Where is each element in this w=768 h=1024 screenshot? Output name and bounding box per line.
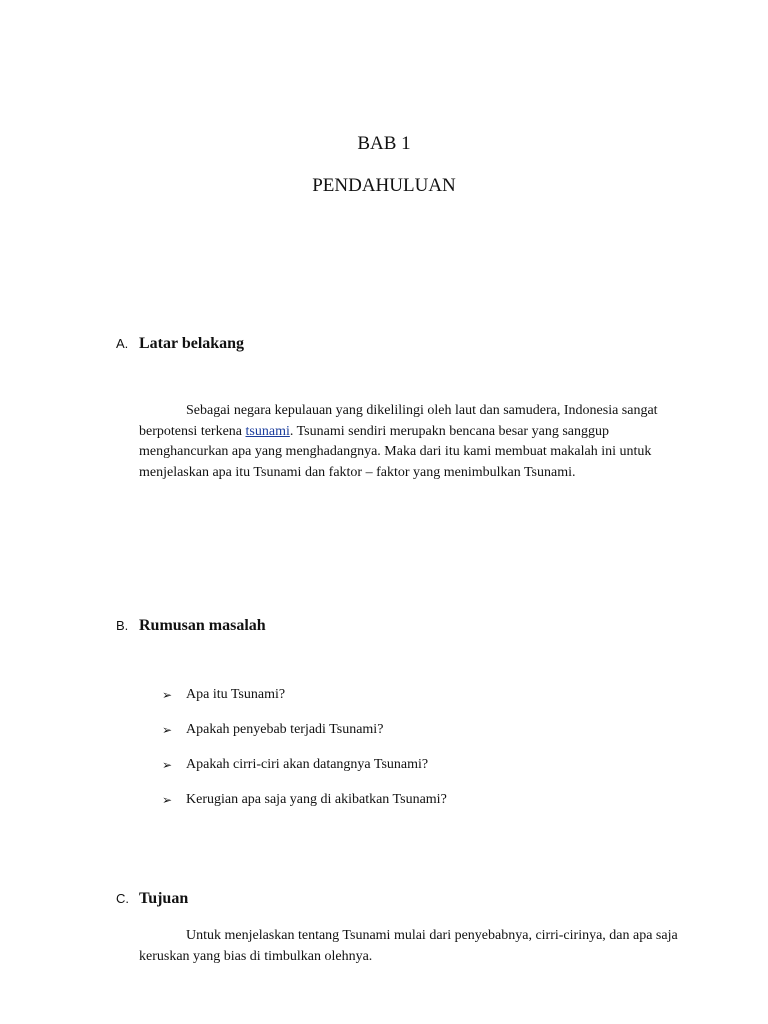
arrow-bullet-icon: ➢ [162,688,173,702]
section-letter: A. [116,336,129,351]
list-item [162,790,447,825]
latar-belakang-paragraph [139,401,679,483]
list-item [162,685,447,720]
list-item [162,720,447,755]
tujuan-paragraph [139,926,679,967]
section-title: Latar belakang [139,335,245,352]
arrow-bullet-icon: ➢ [162,758,173,772]
list-item-text: Apakah cirri-ciri akan datangnya Tsunami? [186,757,429,772]
chapter-title: PENDAHULUAN [312,175,456,196]
arrow-bullet-icon: ➢ [162,723,173,737]
section-heading-tujuan [116,890,188,908]
arrow-bullet-icon: ➢ [162,793,173,807]
paragraph-text-before-link: Sebagai negara kepulauan yang dikelilingi oleh laut dan samudera, Indonesia sangat berpotensi terkena [139,403,658,439]
paragraph-text-after-link: . Tsunami sendiri merupakn bencana besar yang sanggup menghancurkan apa yang menghadangnya. Maka dari itu kami membuat makalah ini untuk menjelaskan apa itu Tsunami dan faktor – faktor yang menimbulkan Tsunami. [139,423,652,480]
list-item [162,755,447,790]
section-letter: B. [116,618,129,633]
section-heading-rumusan-masalah [116,617,266,635]
paragraph-text: Untuk menjelaskan tentang Tsunami mulai dari penyebabnya, cirri-cirinya, dan apa saja keruskan yang bias di timbulkan olehnya. [139,928,678,964]
section-heading-latar-belakang [116,335,244,353]
list-item-text: Apakah penyebab terjadi Tsunami? [186,722,384,737]
rumusan-masalah-list [162,685,447,825]
section-title: Rumusan masalah [139,617,266,634]
list-item-text: Kerugian apa saja yang di akibatkan Tsunami? [186,792,447,807]
section-letter: C. [116,891,129,906]
tsunami-link[interactable]: tsunami [245,423,290,439]
list-item-text: Apa itu Tsunami? [186,687,286,702]
section-title: Tujuan [139,890,189,907]
chapter-number: BAB 1 [357,133,411,154]
